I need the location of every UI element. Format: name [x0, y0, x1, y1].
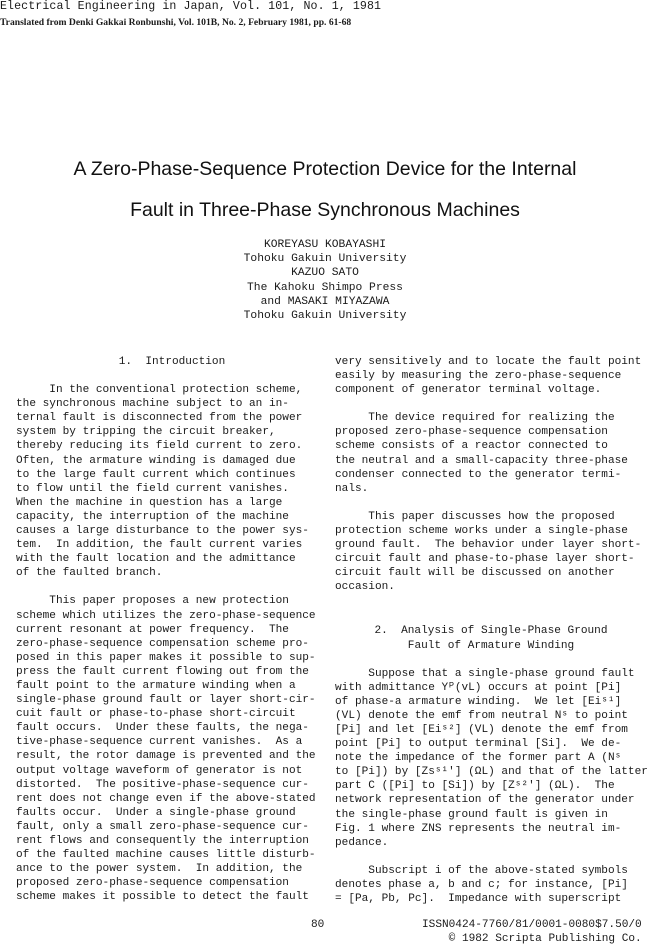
- paper-title-line-2: Fault in Three-Phase Synchronous Machines: [130, 199, 520, 221]
- text-line: The device required for realizing the: [335, 412, 615, 425]
- text-line: proposed zero-phase-sequence compensation: [16, 877, 289, 890]
- text-line: current resonant at power frequency. The: [16, 623, 289, 636]
- text-line: ground fault. The behavior under layer short-: [335, 539, 642, 552]
- page-number: 80: [311, 919, 325, 931]
- text-line: capacity, the interruption of the machine: [16, 510, 289, 523]
- text-line: to the large fault current which continues: [16, 468, 296, 481]
- text-line: system by tripping the circuit breaker,: [16, 426, 276, 439]
- text-line: pedance.: [335, 836, 389, 849]
- text-line: nals.: [335, 482, 369, 495]
- author-name: KOREYASU KOBAYASHI: [263, 239, 387, 251]
- journal-citation: Electrical Engineering in Japan, Vol. 101, No. 1, 1981: [0, 0, 382, 13]
- spacer: [16, 580, 328, 594]
- text-line: circuit fault will be discussed on another: [335, 567, 615, 580]
- text-line: of the faulted machine causes little disturb-: [16, 849, 316, 862]
- text-line: part C ([Pi] to [Si]) by [Zˢ²'] (ΩL). The: [335, 780, 615, 793]
- text-line: ternal fault is disconnected from the power: [16, 412, 303, 425]
- spacer: [335, 653, 647, 667]
- text-line: fault, only a small zero-phase-sequence cur-: [16, 820, 309, 833]
- text-line: occasion.: [335, 581, 395, 594]
- author-affiliation: Tohoku Gakuin University: [243, 310, 407, 323]
- text-line: fault occurs. Under these faults, the nega-: [16, 722, 309, 735]
- text-line: fault point to the armature winding when a: [16, 679, 296, 692]
- text-line: tem. In addition, the fault current varies: [16, 539, 303, 552]
- text-line: ance to the power system. In addition, the: [16, 863, 303, 876]
- copyright-notice: © 1982 Scripta Publishing Co.: [448, 933, 642, 945]
- text-line: output voltage waveform of generator is not: [16, 764, 303, 777]
- text-line: [Pi] and let [Eiˢ²] (VL) denote the emf from: [335, 723, 628, 736]
- text-line: tive-phase-sequence current vanishes. As a: [16, 736, 303, 749]
- spacer: [335, 850, 647, 864]
- translation-source: Translated from Denki Gakkai Ronbunshi, Vol. 101B, No. 2, February 1981, pp. 61-68: [0, 17, 352, 28]
- section-2-paragraph-1: [335, 667, 647, 850]
- text-line: of the faulted branch.: [16, 567, 163, 580]
- author-block: [0, 238, 650, 323]
- text-line: single-phase ground fault or layer short-cir-: [16, 694, 316, 707]
- intro-paragraph-1: [16, 383, 328, 580]
- text-line: In the conventional protection scheme,: [16, 384, 303, 397]
- text-line: Suppose that a single-phase ground fault: [335, 667, 635, 680]
- text-line: This paper proposes a new protection: [16, 595, 289, 608]
- left-column: [16, 355, 328, 904]
- intro-paragraph-4: [335, 411, 647, 496]
- spacer: [335, 397, 647, 411]
- text-line: the single-phase ground fault is given in: [335, 808, 608, 821]
- text-line: (VL) denote the emf from neutral Nˢ to point: [335, 709, 628, 722]
- text-line: with admittance Yᴾ(vL) occurs at point [Pi]: [335, 681, 622, 694]
- text-line: cuit fault or phase-to-phase short-circuit: [16, 708, 296, 721]
- author-affiliation: Tohoku Gakuin University: [243, 253, 407, 266]
- text-line: Subscript i of the above-stated symbols: [335, 864, 628, 877]
- text-line: distorted. The positive-phase-sequence cur-: [16, 778, 309, 791]
- text-line: to [Pi]) by [Zsˢ¹'] (ΩL) and that of the latter: [335, 766, 648, 779]
- intro-paragraph-3: [335, 355, 647, 397]
- paper-title-line-1: A Zero-Phase-Sequence Protection Device for the Internal: [73, 158, 577, 180]
- text-line: posed in this paper makes it possible to sup-: [16, 651, 316, 664]
- text-line: the neutral and a small-capacity three-phase: [335, 454, 628, 467]
- text-line: rent flows and consequently the interruption: [16, 835, 309, 847]
- intro-paragraph-5: [335, 510, 647, 595]
- author-name: and MASAKI MIYAZAWA: [260, 295, 390, 308]
- text-line: the synchronous machine subject to an in-: [16, 398, 289, 411]
- section-2-heading-line-1: 2. Analysis of Single-Phase Ground: [374, 625, 608, 638]
- text-line: thereby reducing its field current to zero.: [16, 440, 303, 453]
- text-line: scheme which utilizes the zero-phase-sequence: [16, 609, 316, 622]
- text-line: circuit fault and phase-to-phase layer short-: [335, 553, 635, 566]
- text-line: This paper discusses how the proposed: [335, 510, 615, 523]
- text-line: press the fault current flowing out from the: [16, 665, 309, 678]
- text-line: scheme makes it possible to detect the fault: [16, 891, 309, 904]
- text-line: component of generator terminal voltage.: [335, 384, 602, 397]
- text-line: note the impedance of the former part A (Nˢ: [335, 752, 622, 765]
- section-1-heading: 1. Introduction: [118, 356, 226, 368]
- right-column: [335, 355, 647, 906]
- text-line: When the machine in question has a large: [16, 496, 283, 509]
- section-2-heading-line-2: Fault of Armature Winding: [407, 639, 575, 652]
- text-line: easily by measuring the zero-phase-sequence: [335, 370, 622, 383]
- author-affiliation: The Kahoku Shimpo Press: [247, 281, 403, 294]
- text-line: point [Pi] to output terminal [Si]. We de-: [335, 738, 622, 751]
- text-line: protection scheme works under a single-phase: [335, 524, 628, 537]
- intro-paragraph-2: [16, 594, 328, 904]
- text-line: faults occur. Under a single-phase ground: [16, 806, 296, 819]
- text-line: result, the rotor damage is prevented and the: [16, 750, 316, 763]
- spacer: [16, 369, 328, 383]
- text-line: with the fault location and the admittance: [16, 553, 296, 566]
- author-name: KAZUO SATO: [291, 267, 359, 280]
- text-line: causes a large disturbance to the power sys-: [16, 525, 309, 538]
- text-line: Often, the armature winding is damaged due: [16, 454, 296, 467]
- text-line: rent does not change even if the above-stated: [16, 792, 316, 805]
- section-2-paragraph-2: [335, 864, 647, 906]
- text-line: very sensitively and to locate the fault point: [335, 356, 642, 368]
- spacer: [335, 496, 647, 510]
- issn-code: ISSN0424-7760/81/0001-0080$7.50/0: [422, 919, 642, 931]
- text-line: proposed zero-phase-sequence compensation: [335, 426, 608, 439]
- spacer: [335, 594, 647, 624]
- text-line: network representation of the generator under: [335, 794, 635, 807]
- issn-block: [422, 918, 642, 946]
- text-line: of phase-a armature winding. We let [Eiˢ¹]: [335, 695, 622, 708]
- text-line: to flow until the field current vanishes.: [16, 482, 289, 495]
- text-line: zero-phase-sequence compensation scheme pro-: [16, 637, 309, 650]
- text-line: = [Pa, Pb, Pc]. Impedance with superscript: [335, 893, 622, 905]
- text-line: scheme consists of a reactor connected to: [335, 440, 608, 453]
- text-line: denotes phase a, b and c; for instance, [Pi]: [335, 878, 628, 891]
- text-line: condenser connected to the generator termi-: [335, 468, 622, 481]
- text-line: Fig. 1 where ZNS represents the neutral im-: [335, 822, 622, 835]
